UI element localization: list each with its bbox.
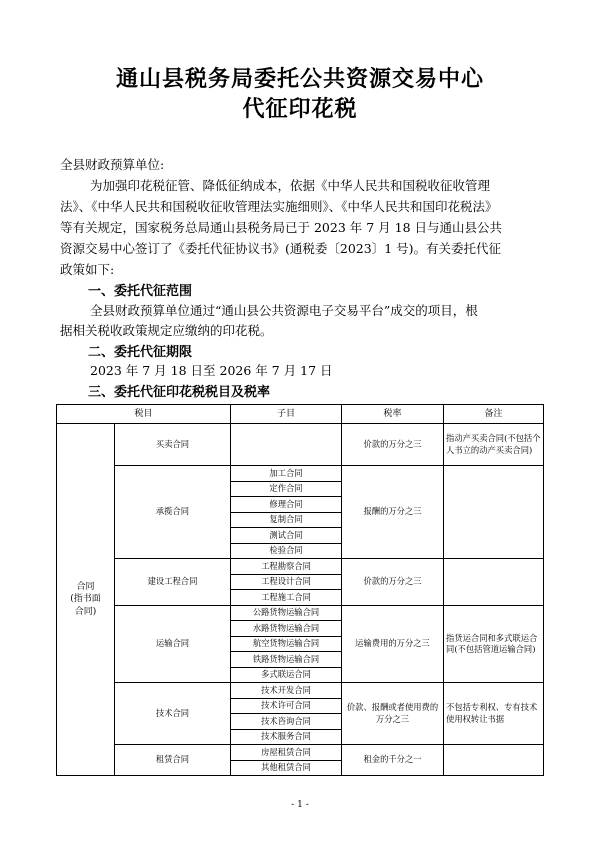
table-header-row bbox=[57, 405, 544, 424]
intro-line: 政策如下: bbox=[60, 262, 115, 277]
sub-item-cell: 加工合同 bbox=[231, 466, 342, 482]
sub-item-cell: 工程勘察合同 bbox=[231, 559, 342, 575]
page-number: - 1 - bbox=[291, 800, 309, 810]
table-row bbox=[57, 424, 544, 466]
title-line-1: 通山县税务局委托公共资源交易中心 bbox=[115, 67, 484, 92]
table-row bbox=[57, 605, 544, 621]
tax-item-cell: 建设工程合同 bbox=[115, 559, 231, 606]
table-row bbox=[57, 559, 544, 575]
rate-cell: 运输费用的万分之三 bbox=[342, 605, 444, 683]
tax-item-cell: 承揽合同 bbox=[115, 466, 231, 559]
section-2-heading: 二、委托代征期限 bbox=[88, 345, 193, 360]
sub-item-cell: 检验合同 bbox=[231, 543, 342, 559]
sub-item-cell: 定作合同 bbox=[231, 481, 342, 497]
sub-item-cell: 工程设计合同 bbox=[231, 574, 342, 590]
tax-item-cell: 租赁合同 bbox=[115, 745, 231, 776]
tax-item-cell: 运输合同 bbox=[115, 605, 231, 683]
sub-item-cell: 其他租赁合同 bbox=[231, 760, 342, 776]
salutation: 全县财政预算单位: bbox=[60, 157, 165, 172]
tax-item-cell: 技术合同 bbox=[115, 683, 231, 745]
note-cell: 指动产买卖合同(不包括个人书立的动产买卖合同) bbox=[444, 424, 544, 466]
tax-item-cell: 买卖合同 bbox=[115, 424, 231, 466]
header-sub-item: 子目 bbox=[231, 405, 342, 424]
section-1-text: 据相关税收政策规定应缴纳的印花税。 bbox=[60, 323, 273, 338]
sub-item-cell: 多式联运合同 bbox=[231, 667, 342, 683]
sub-item-cell: 水路货物运输合同 bbox=[231, 621, 342, 637]
rate-cell: 价款、报酬或者使用费的万分之三 bbox=[342, 683, 444, 745]
sub-item-cell: 房屋租赁合同 bbox=[231, 745, 342, 761]
table-row bbox=[57, 683, 544, 699]
note-cell bbox=[444, 559, 544, 606]
header-note: 备注 bbox=[444, 405, 544, 424]
sub-item-cell: 技术开发合同 bbox=[231, 683, 342, 699]
section-2-text: 2023 年 7 月 18 日至 2026 年 7 月 17 日 bbox=[90, 363, 333, 378]
rate-cell: 价款的万分之三 bbox=[342, 559, 444, 606]
note-cell: 不包括专利权、专有技术使用权转让书据 bbox=[444, 683, 544, 745]
header-tax-item: 税目 bbox=[57, 405, 231, 424]
tax-rate-table bbox=[56, 404, 544, 776]
note-cell bbox=[444, 745, 544, 776]
rate-cell: 价款的万分之三 bbox=[342, 424, 444, 466]
rate-cell: 报酬的万分之三 bbox=[342, 466, 444, 559]
intro-line: 等有关规定，国家税务总局通山县税务局已于 2023 年 7 月 18 日与通山县公共 bbox=[60, 220, 503, 235]
sub-item-cell: 技术许可合同 bbox=[231, 698, 342, 714]
sub-item-cell: 测试合同 bbox=[231, 528, 342, 544]
intro-line: 法》、《中华人民共和国税收征收管理法实施细则》、《中华人民共和国印花税法》 bbox=[60, 199, 498, 214]
table-row bbox=[57, 745, 544, 761]
title-line-2: 代征印花税 bbox=[242, 97, 358, 122]
sub-item-cell: 技术咨询合同 bbox=[231, 714, 342, 730]
note-cell bbox=[444, 466, 544, 559]
sub-item-cell: 修理合同 bbox=[231, 497, 342, 513]
header-rate: 税率 bbox=[342, 405, 444, 424]
sub-item-cell: 铁路货物运输合同 bbox=[231, 652, 342, 668]
sub-item-cell: 技术服务合同 bbox=[231, 729, 342, 745]
note-cell: 指货运合同和多式联运合同(不包括管道运输合同) bbox=[444, 605, 544, 683]
sub-item-cell bbox=[231, 424, 342, 466]
intro-line: 资源交易中心签订了《委托代征协议书》(通税委〔2023〕1 号)。有关委托代征 bbox=[60, 241, 501, 256]
section-1-text: 全县财政预算单位通过“通山县公共资源电子交易平台”成交的项目，根 bbox=[90, 303, 478, 318]
section-3-heading: 三、委托代征印花税税目及税率 bbox=[88, 385, 271, 400]
category-cell: 合同 (指书面 合同) bbox=[57, 424, 115, 776]
table-row bbox=[57, 466, 544, 482]
intro-line: 为加强印花税征管、降低征纳成本，依据《中华人民共和国税收征收管理 bbox=[90, 178, 491, 193]
sub-item-cell: 工程施工合同 bbox=[231, 590, 342, 606]
section-1-heading: 一、委托代征范围 bbox=[88, 284, 193, 299]
sub-item-cell: 复制合同 bbox=[231, 512, 342, 528]
sub-item-cell: 公路货物运输合同 bbox=[231, 605, 342, 621]
rate-cell: 租金的千分之一 bbox=[342, 745, 444, 776]
sub-item-cell: 航空货物运输合同 bbox=[231, 636, 342, 652]
